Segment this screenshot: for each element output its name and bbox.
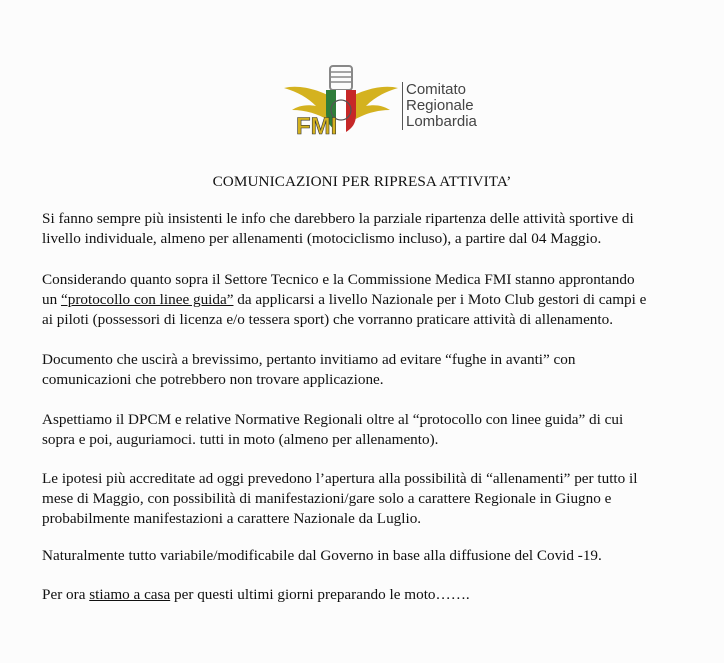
fmi-emblem-icon — [282, 62, 400, 142]
paragraph-7-line-1 — [42, 585, 720, 605]
paragraph-4-line-2: sopra e poi, auguriamoci. tutti in moto (almeno per allenamento). — [42, 431, 439, 448]
paragraph-3-line-1: Documento che uscirà a brevissimo, pertanto invitiamo ad evitare “fughe in avanti” con — [42, 351, 576, 368]
stay-home-link[interactable]: stiamo a casa — [89, 586, 171, 603]
paragraph-7-post: per questi ultimi giorni preparando le moto……. — [170, 586, 470, 603]
paragraph-1-line-2: livello individuale, almeno per allenamenti (motociclismo incluso), a partire dal 04 Maggio. — [42, 230, 602, 247]
paragraph-2-line-2-pre: un — [42, 291, 61, 308]
paragraph-2-line-3: ai piloti (possessori di licenza e/o tessera sport) che vorranno praticare attività di allenamento. — [42, 311, 614, 328]
paragraph-5 — [42, 469, 720, 529]
org-line-2: Regionale — [406, 97, 474, 114]
paragraph-7-pre: Per ora — [42, 586, 90, 603]
paragraph-3-line-2: comunicazioni che potrebbero non trovare applicazione. — [42, 371, 384, 388]
paragraph-4-line-1: Aspettiamo il DPCM e relative Normative Regionali oltre al “protocollo con linee guida” di cui — [42, 411, 624, 428]
fmi-logo — [282, 62, 492, 142]
protocol-link[interactable]: “protocollo con linee guida” — [60, 291, 234, 308]
org-line-1: Comitato — [406, 81, 467, 98]
paragraph-4 — [42, 410, 720, 450]
paragraph-5-line-1: Le ipotesi più accreditate ad oggi prevedono l’apertura alla possibilità di “allenamenti” per tutto il — [42, 470, 638, 487]
document-title: COMUNICAZIONI PER RIPRESA ATTIVITA’ — [212, 173, 512, 190]
paragraph-7 — [42, 585, 720, 605]
paragraph-3 — [42, 350, 720, 390]
paragraph-1-line-1: Si fanno sempre più insistenti le info che darebbero la parziale ripartenza delle attività sportive di — [42, 210, 634, 227]
paragraph-1 — [42, 209, 720, 249]
org-line-3: Lombardia — [406, 113, 477, 130]
paragraph-2-line-2 — [42, 290, 720, 310]
svg-text:FMI: FMI — [296, 113, 338, 140]
org-name — [402, 82, 477, 130]
paragraph-2-line-2-post: da applicarsi a livello Nazionale per i Moto Club gestori di campi e — [233, 291, 647, 308]
paragraph-5-line-3: probabilmente manifestazioni a carattere Nazionale da Luglio. — [42, 510, 422, 527]
paragraph-2-line-1: Considerando quanto sopra il Settore Tecnico e la Commissione Medica FMI stanno approntando — [42, 271, 635, 288]
paragraph-2 — [42, 270, 720, 330]
paragraph-6 — [42, 546, 720, 566]
paragraph-5-line-2: mese di Maggio, con possibilità di manifestazioni/gare solo a carattere Regionale in Giugno e — [42, 490, 612, 507]
paragraph-6-line-1: Naturalmente tutto variabile/modificabile dal Governo in base alla diffusione del Covid -19. — [42, 547, 602, 564]
